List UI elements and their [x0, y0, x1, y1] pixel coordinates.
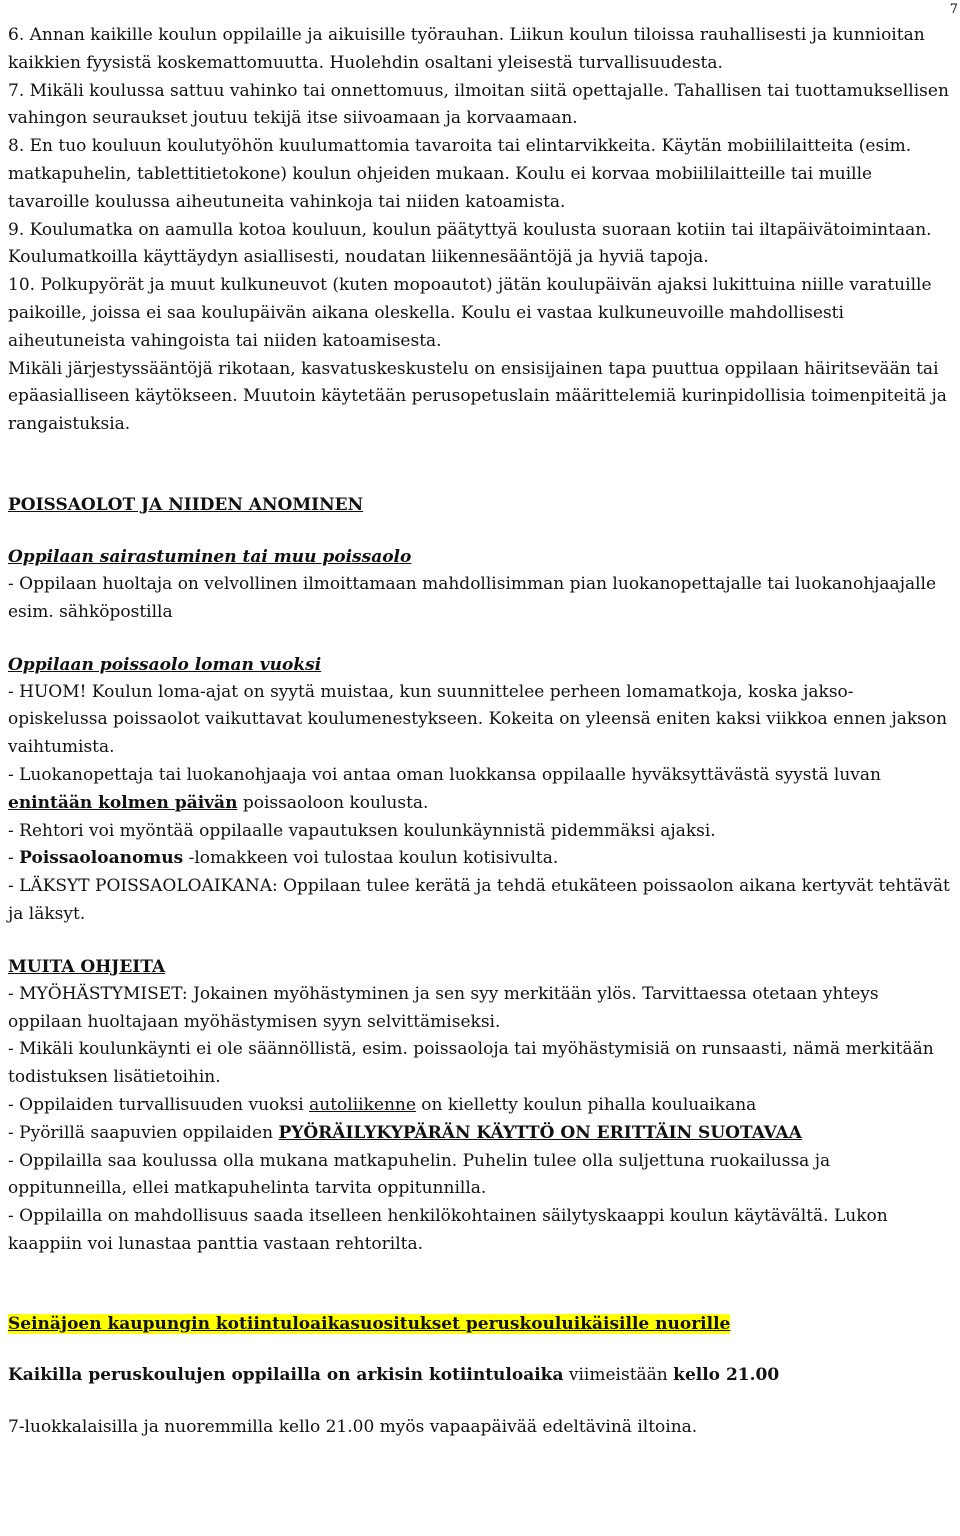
curfew-section	[8, 1311, 953, 1442]
rules-violation-note: Mikäli järjestyssääntöjä rikotaan, kasvatuskeskustelu on ensisijainen tapa puuttua oppilaan häiritsevään tai epäasialliseen käytökseen. Muutoin käytetään perusopetuslain määrittelemiä kurinpidollisia toimenpiteitä ja rangaistuksia.	[8, 358, 947, 435]
curfew-heading-highlight: Seinäjoen kaupungin kotiintuloaikasuositukset peruskouluikäisille nuorille	[8, 1313, 731, 1334]
absence-section	[8, 491, 953, 929]
form-text-pre: -	[8, 848, 20, 869]
rule-8: 8. En tuo kouluun koulutyöhön kuulumattomia tavaroita tai elintarvikkeita. Käytän mobiililaitteita (esim. matkapuhelin, tablettitietokone) koulun ohjeiden mukaan. Koulu ei korvaa mobiililaitteille tai muille tavaroille koulussa aiheutuneita vahinkoja tai niiden katoamista.	[8, 136, 912, 212]
locker-text: - Oppilailla on mahdollisuus saada itselleen henkilökohtainen säilytyskaappi koulun käytävältä. Lukon kaappiin voi lunastaa panttia vastaan rehtorilta.	[8, 1206, 888, 1254]
helmet-text-pre: - Pyörillä saapuvien oppilaiden	[8, 1122, 279, 1143]
curfew-line-1-mid: viimeistään	[563, 1365, 674, 1386]
car-text-post: on kielletty koulun pihalla kouluaikana	[415, 1094, 757, 1115]
teacher-text-pre: - Luokanopettaja tai luokanohjaaja voi antaa oman luokkansa oppilaalle hyväksyttävästä syystä luvan	[8, 764, 881, 785]
car-text-pre: - Oppilaiden turvallisuuden vuoksi	[8, 1094, 310, 1115]
helmet-text	[8, 1120, 953, 1148]
car-traffic-text	[8, 1092, 953, 1120]
illness-subheading: Oppilaan sairastuminen tai muu poissaolo	[8, 546, 412, 567]
absence-form-name: Poissaoloanomus	[19, 848, 184, 869]
page-number: 7	[949, 2, 958, 17]
teacher-text-post: poissaoloon koulusta.	[237, 792, 429, 813]
homework-text: - LÄKSYT POISSAOLOAIKANA: Oppilaan tulee kerätä ja tehdä etukäteen poissaolon aikana kertyvät tehtävät ja läksyt.	[8, 876, 950, 924]
curfew-heading	[8, 1311, 953, 1339]
illness-text: - Oppilaan huoltaja on velvollinen ilmoittamaan mahdollisimman pian luokanopettajalle tai luokanohjaajalle esim. sähköpostilla	[8, 573, 937, 622]
teacher-permission-text	[8, 762, 953, 818]
curfew-line-1-bold: Kaikilla peruskoulujen oppilailla on arkisin kotiintuloaika	[8, 1365, 564, 1386]
other-instructions-section	[8, 953, 953, 1259]
absence-form-text	[8, 845, 953, 873]
three-days-emphasis: enintään kolmen päivän	[8, 792, 238, 813]
document-page	[8, 22, 953, 1442]
vacation-subheading: Oppilaan poissaolo loman vuoksi	[8, 654, 322, 675]
car-traffic-emphasis: autoliikenne	[309, 1094, 416, 1115]
curfew-line-1	[8, 1362, 953, 1390]
rule-7: 7. Mikäli koulussa sattuu vahinko tai onnettomuus, ilmoitan siitä opettajalle. Tahallisen tai tuottamuksellisen vahingon seuraukset joutuu tekijä itse siivoamaan ja korvaamaan.	[8, 80, 949, 129]
rule-9: 9. Koulumatka on aamulla kotoa kouluun, koulun päätyttyä koulusta suoraan kotiin tai iltapäivätoimintaan. Koulumatkoilla käyttäydyn asiallisesti, noudatan liikennesääntöjä ja hyviä tapoja.	[8, 219, 932, 268]
rule-6: 6. Annan kaikille koulun oppilaille ja aikuisille työrauhan. Liikun koulun tiloissa rauhallisesti ja kunnioitan kaikkien fyysistä koskemattomuutta. Huolehdin osaltani yleisestä turvallisuudesta.	[8, 25, 925, 73]
irregular-attendance-text: - Mikäli koulunkäynti ei ole säännöllistä, esim. poissaoloja tai myöhästymisiä on runsaasti, nämä merkitään todistuksen lisätietoihin.	[8, 1039, 934, 1088]
helmet-emphasis: PYÖRÄILYKYPÄRÄN KÄYTTÖ ON ERITTÄIN SUOTAVAA	[278, 1122, 802, 1143]
vacation-text: - HUOM! Koulun loma-ajat on syytä muistaa, kun suunnittelee perheen lomamatkoja, koska jakso-opiskelussa poissaolot vaikuttavat koulumenestykseen. Kokeita on yleensä eniten kaksi viikkoa ennen jakson vaihtumista.	[8, 681, 948, 758]
form-text-post: -lomakkeen voi tulostaa koulun kotisivulta.	[183, 848, 559, 869]
rules-section	[8, 22, 953, 439]
curfew-line-2: 7-luokkalaisilla ja nuoremmilla kello 21.00 myös vapaapäivää edeltävinä iltoina.	[8, 1417, 698, 1438]
phone-text: - Oppilailla saa koulussa olla mukana matkapuhelin. Puhelin tulee olla suljettuna ruokailussa ja oppitunneilla, ellei matkapuhelinta tarvita oppitunnilla.	[8, 1150, 831, 1199]
other-instructions-heading: MUITA OHJEITA	[8, 956, 166, 977]
late-text: - MYÖHÄSTYMISET: Jokainen myöhästyminen ja sen syy merkitään ylös. Tarvittaessa otetaan yhteys oppilaan huoltajaan myöhästymisen syyn selvittämiseksi.	[8, 983, 879, 1032]
principal-text: - Rehtori voi myöntää oppilaalle vapautuksen koulunkäynnistä pidemmäksi ajaksi.	[8, 820, 716, 841]
absence-heading: POISSAOLOT JA NIIDEN ANOMINEN	[8, 494, 364, 515]
rule-10: 10. Polkupyörät ja muut kulkuneuvot (kuten mopoautot) jätän koulupäivän ajaksi lukittuina niille varatuille paikoille, joissa ei saa koulupäivän aikana oleskella. Koulu ei vastaa kulkuneuvoille mahdollisesti aiheutuneista vahingoista tai niiden katoamisesta.	[8, 275, 932, 351]
curfew-time: kello 21.00	[673, 1365, 780, 1386]
